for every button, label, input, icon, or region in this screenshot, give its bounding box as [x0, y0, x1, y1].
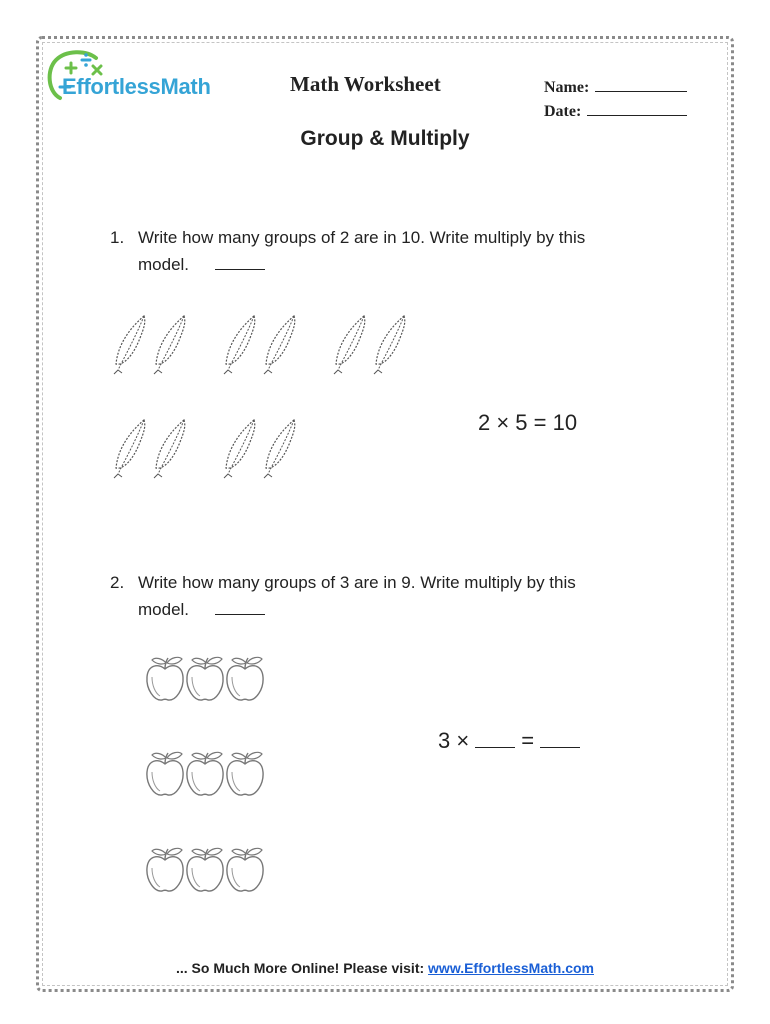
effortless-math-logo	[46, 46, 256, 110]
website-link[interactable]: www.EffortlessMath.com	[428, 960, 594, 976]
date-blank-line[interactable]	[587, 102, 687, 116]
name-blank-line[interactable]	[595, 78, 687, 92]
footer	[0, 960, 770, 976]
decorative-page-border	[36, 36, 734, 992]
logo-text: EffortlessMath	[62, 74, 211, 99]
equation-equals: =	[521, 728, 535, 753]
footer-text: ... So Much More Online! Please visit:	[175, 960, 429, 976]
page-title: Group & Multiply	[300, 127, 470, 150]
question-text-line2: model.	[138, 600, 190, 619]
date-field[interactable]	[544, 102, 687, 121]
answer-blank[interactable]	[215, 254, 265, 270]
equation-1: 2 × 5 = 10	[478, 410, 578, 435]
question-text-line1: Write how many groups of 2 are in 10. Write multiply by this	[138, 228, 586, 247]
equation-blank-1[interactable]	[475, 730, 515, 748]
worksheet-title: Math Worksheet	[290, 72, 441, 96]
question-number: 1.	[110, 228, 125, 247]
question-1	[110, 224, 690, 278]
equation-2	[438, 728, 586, 754]
question-text-line1: Write how many groups of 3 are in 9. Write multiply by this	[138, 573, 576, 592]
equation-prefix: 3 ×	[438, 728, 470, 753]
date-label: Date:	[544, 103, 582, 120]
question-number: 2.	[110, 573, 125, 592]
answer-blank[interactable]	[215, 599, 265, 615]
name-field[interactable]	[544, 78, 687, 97]
name-label: Name:	[544, 79, 590, 96]
question-2	[110, 569, 690, 623]
equation-blank-2[interactable]	[540, 730, 580, 748]
question-text-line2: model.	[138, 255, 190, 274]
